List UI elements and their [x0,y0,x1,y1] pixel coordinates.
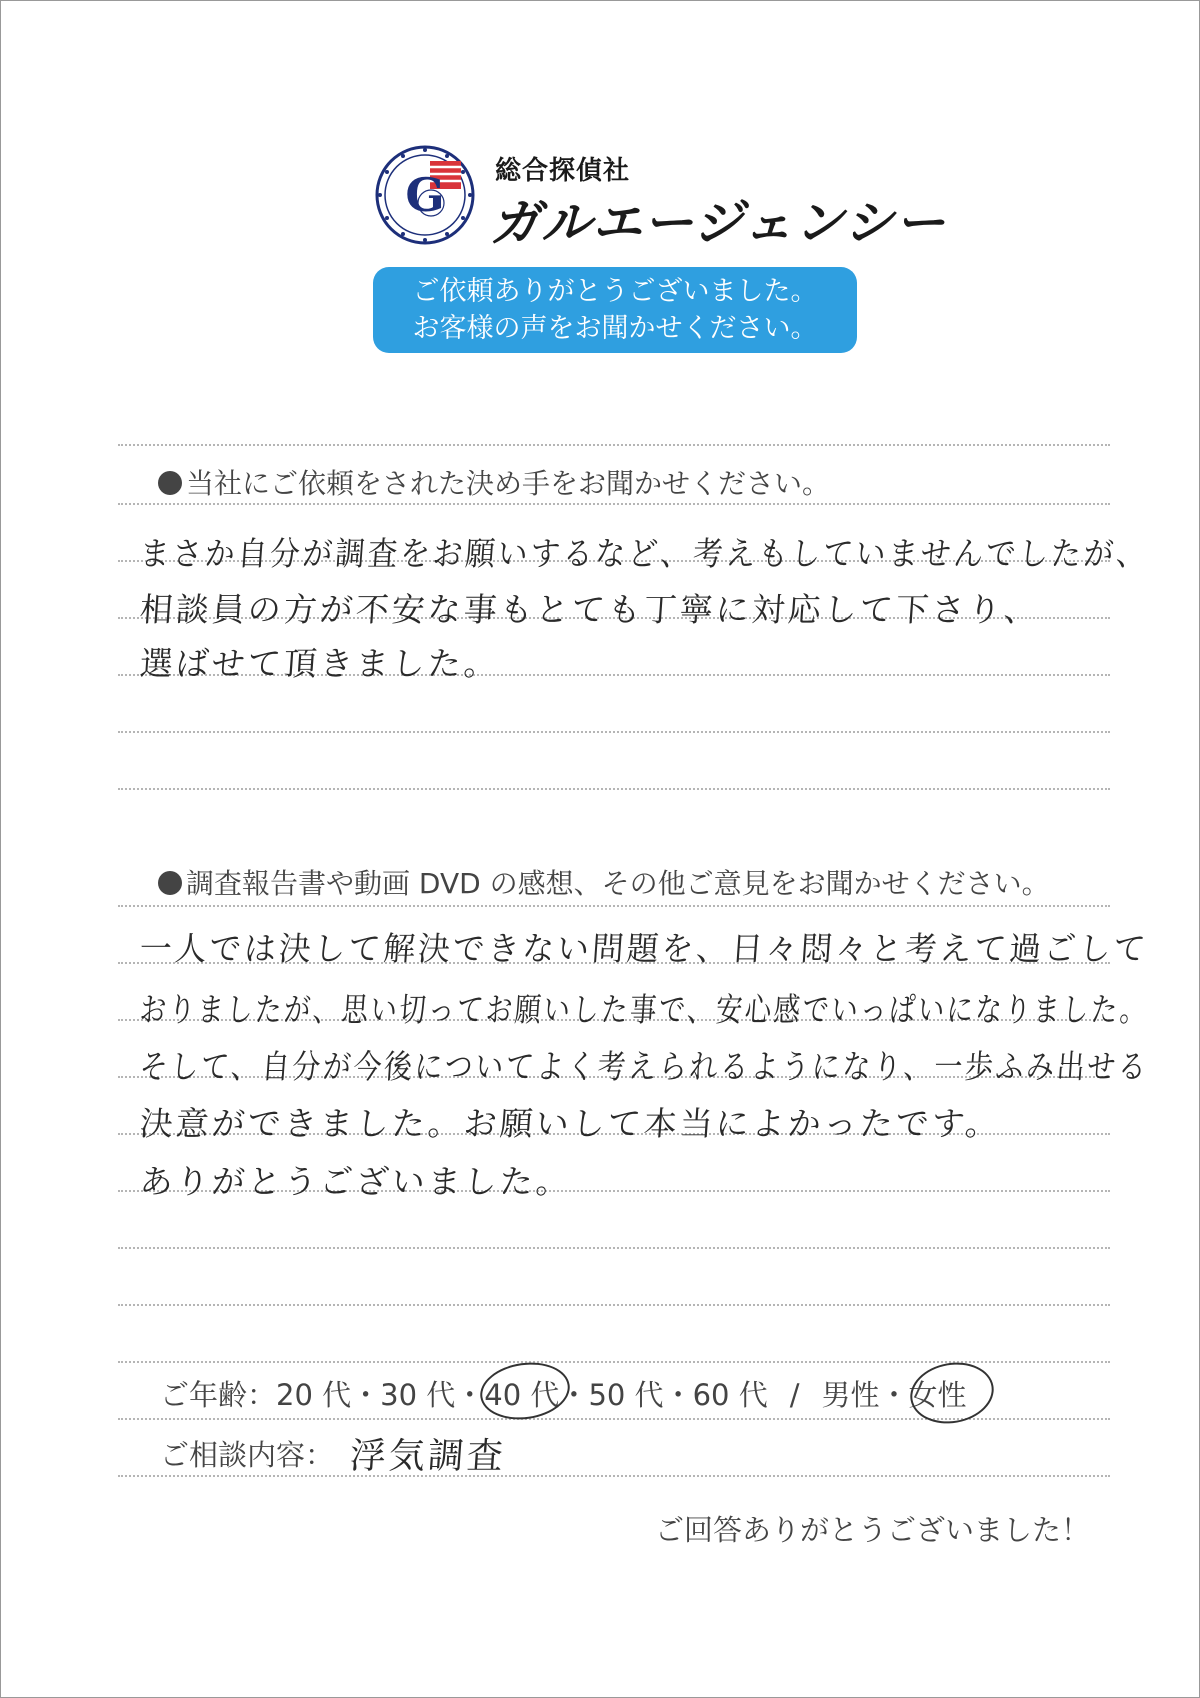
answer-line: そして、自分が今後についてよく考えられるようになり、一歩ふみ出せる [138,1047,1150,1086]
age-option-60s: 60 代 [692,1378,768,1412]
bullet-icon [158,871,182,895]
brand-tagline: 総合探偵社 [495,156,631,186]
ruled-line [118,1304,1110,1306]
banner-line-1: ご依頼ありがとうございました。 [412,276,818,307]
agency-emblem-logo [375,145,475,245]
ruled-line [118,444,1110,446]
consult-label: ご相談内容： [160,1438,335,1472]
ruled-line [118,788,1110,790]
consult-row [160,1433,334,1474]
question-deciding-factor: 当社にご依頼をされた決め手をお聞かせください。 [158,462,830,502]
age-label: ご年齢： [160,1378,277,1412]
age-gender-row: ご年齢：20 代・30 代・40 代・50 代・60 代 / 男性・女性 [160,1373,967,1414]
answer-line: 選ばせて頂きました。 [138,644,502,683]
thank-you-banner [373,267,857,353]
ruled-line [118,503,1110,505]
answer-line: 相談員の方が不安な事もとても丁寧に対応して下さり、 [138,590,1042,629]
question-impressions: 調査報告書や動画 DVD の感想、その他ご意見をお聞かせください。 [158,862,1050,902]
brand-name: ガルエージェンシー [490,194,946,252]
answer-line: おりましたが、思い切ってお願いした事で、安心感でいっぱいになりました。 [138,990,1150,1029]
age-option-40s: 40 代 [484,1378,560,1412]
gender-option-male: 男性 [821,1378,880,1412]
ruled-line [118,1475,1110,1477]
answer-line: まさか自分が調査をお願いするなど、考えもしていませんでしたが、 [138,534,1151,573]
answer-line: 決意ができました。お願いして本当によかったです。 [138,1104,1003,1143]
separator-slash: / [789,1378,800,1412]
ruled-line [118,1247,1110,1249]
age-option-30s: 30 代 [380,1378,456,1412]
bullet-icon [158,471,182,495]
age-option-50s: 50 代 [588,1378,664,1412]
gender-option-female: 女性 [908,1378,967,1412]
age-option-20s: 20 代 [276,1378,352,1412]
answer-line: ありがとうございました。 [138,1162,574,1201]
banner-line-2: お客様の声をお聞かせください。 [412,313,818,344]
ruled-line [118,731,1110,733]
consult-value: 浮気調査 [348,1436,508,1477]
answer-line: 一人では決して解決できない問題を、日々悶々と考えて過ごして [138,929,1150,968]
svg-text:G: G [405,168,445,222]
closing-thanks: ご回答ありがとうございました！ [655,1513,1091,1547]
ruled-line [118,905,1110,907]
